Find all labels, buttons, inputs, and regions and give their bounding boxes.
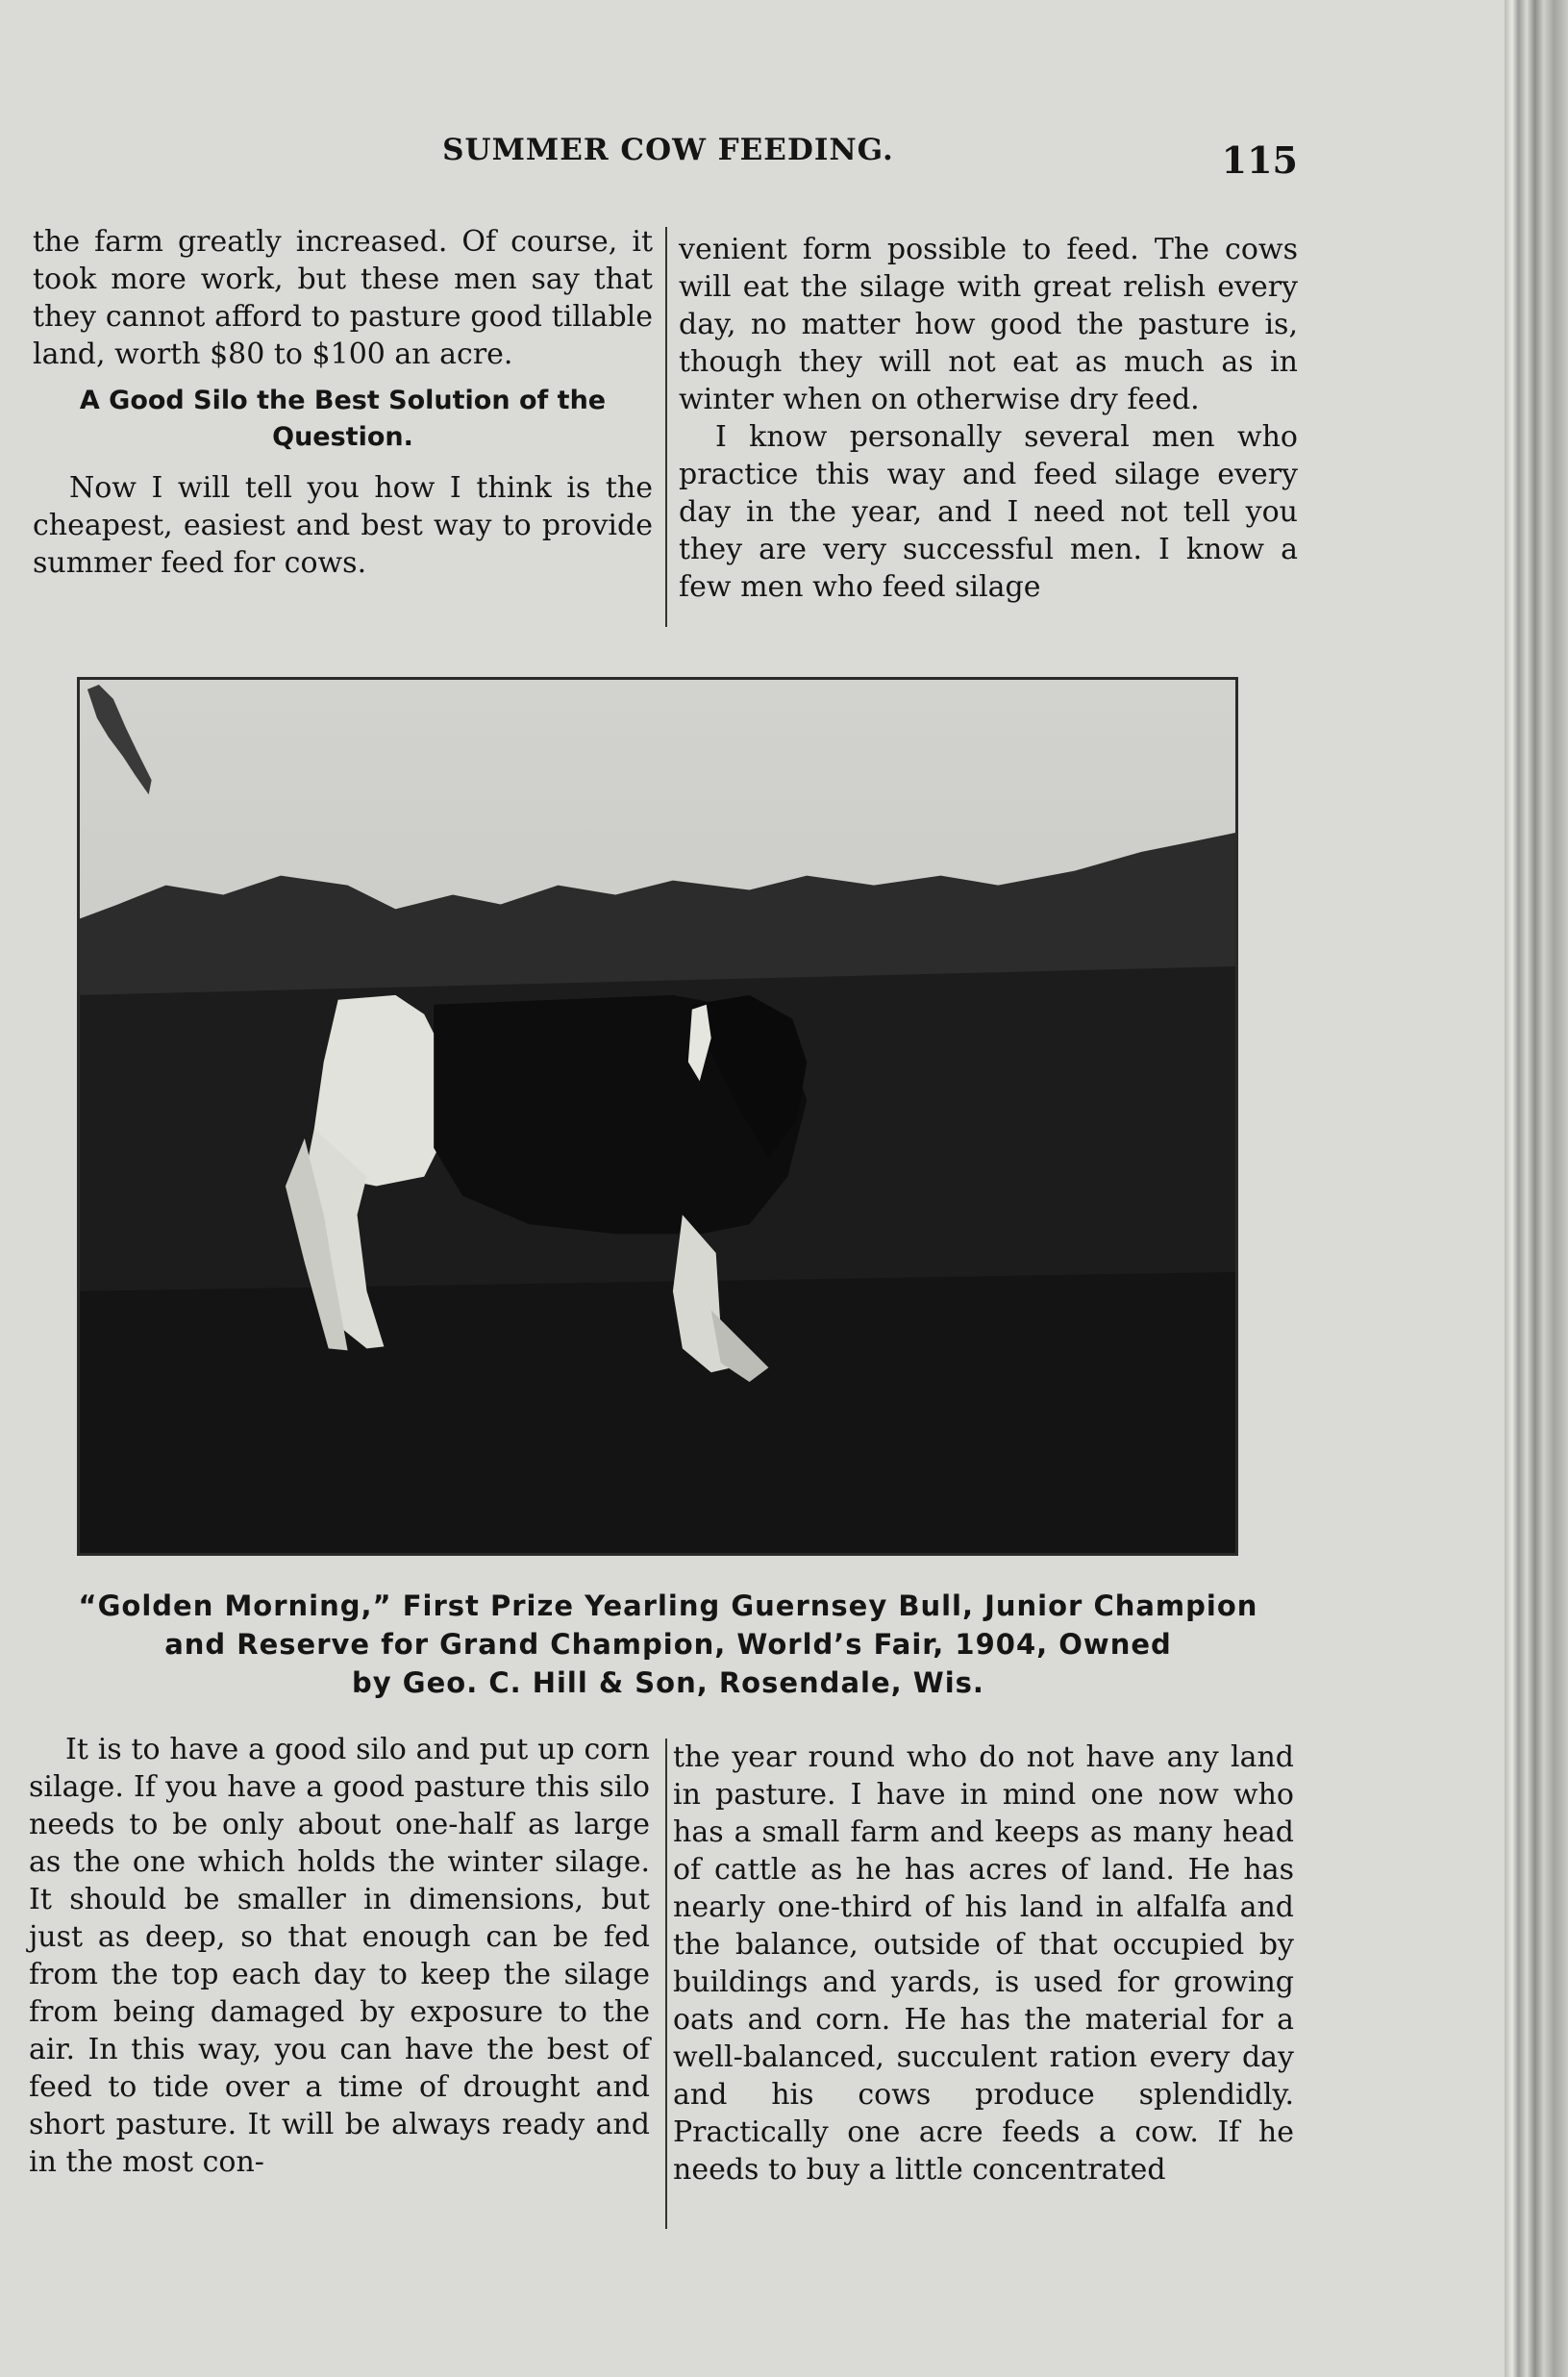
bottom-left-column (29, 1731, 650, 2181)
caption-line: by Geo. C. Hill & Son, Rosendale, Wis. (352, 1666, 984, 1699)
bull-photo-image (80, 680, 1235, 1553)
paragraph: Now I will tell you how I think is the cheapest, easiest and best way to provide summer feed for cows. (33, 471, 653, 580)
book-page-edge (1505, 0, 1568, 2377)
section-heading: A Good Silo the Best Solution of the Question. (79, 386, 607, 452)
photograph-guernsey-bull (77, 677, 1238, 1556)
top-left-column (33, 223, 653, 582)
caption-line: “Golden Morning,” First Prize Yearling Guernsey Bull, Junior Champion (78, 1589, 1258, 1622)
column-rule-bottom (665, 1739, 667, 2229)
paragraph: It is to have a good silo and put up corn silage. If you have a good pasture this silo needs to be only about one-half as large as the one which holds the winter silage. It should be smaller in dimensions, but just as deep, so that enough can be fed from the top each day to keep the silage from being damaged by exposure to the air. In this way, you can have the best of feed to tide over a time of drought and short pasture. It will be always ready and in the most con- (29, 1733, 650, 2179)
caption-line: and Reserve for Grand Champion, World’s Fair, 1904, Owned (164, 1628, 1172, 1661)
page-number: 115 (1221, 138, 1298, 182)
paragraph: the farm greatly increased. Of course, it took more work, but these men say that they cannot afford to pasture good tillable land, worth $80 to $100 an acre. (33, 225, 653, 371)
paragraph: the year round who do not have any land in pasture. I have in mind one now who has a small farm and keeps as many head of cattle as he has acres of land. He has nearly one-third of his land in alfalfa and the balance, outside of that occupied by buildings and yards, is used for growing oats and corn. He has the material for a well-balanced, succulent ration every day and his cows produce splendidly. Practically one acre feeds a cow. If he needs to buy a little concentrated (673, 1740, 1294, 2187)
paragraph: I know personally several men who practice this way and feed silage every day in the year, and I need not tell you they are very successful men. I know a few men who feed silage (679, 420, 1298, 604)
figure-caption (38, 1587, 1298, 1702)
bottom-right-column (673, 1739, 1294, 2189)
paragraph: venient form possible to feed. The cows will eat the silage with great relish every day, no matter how good the pasture is, though they will not eat as much as in winter when on otherwise dry feed. (679, 233, 1298, 416)
page-header (38, 133, 1298, 181)
running-head: SUMMER COW FEEDING. (442, 133, 894, 167)
top-right-column (679, 231, 1298, 606)
column-rule-top (665, 227, 667, 627)
